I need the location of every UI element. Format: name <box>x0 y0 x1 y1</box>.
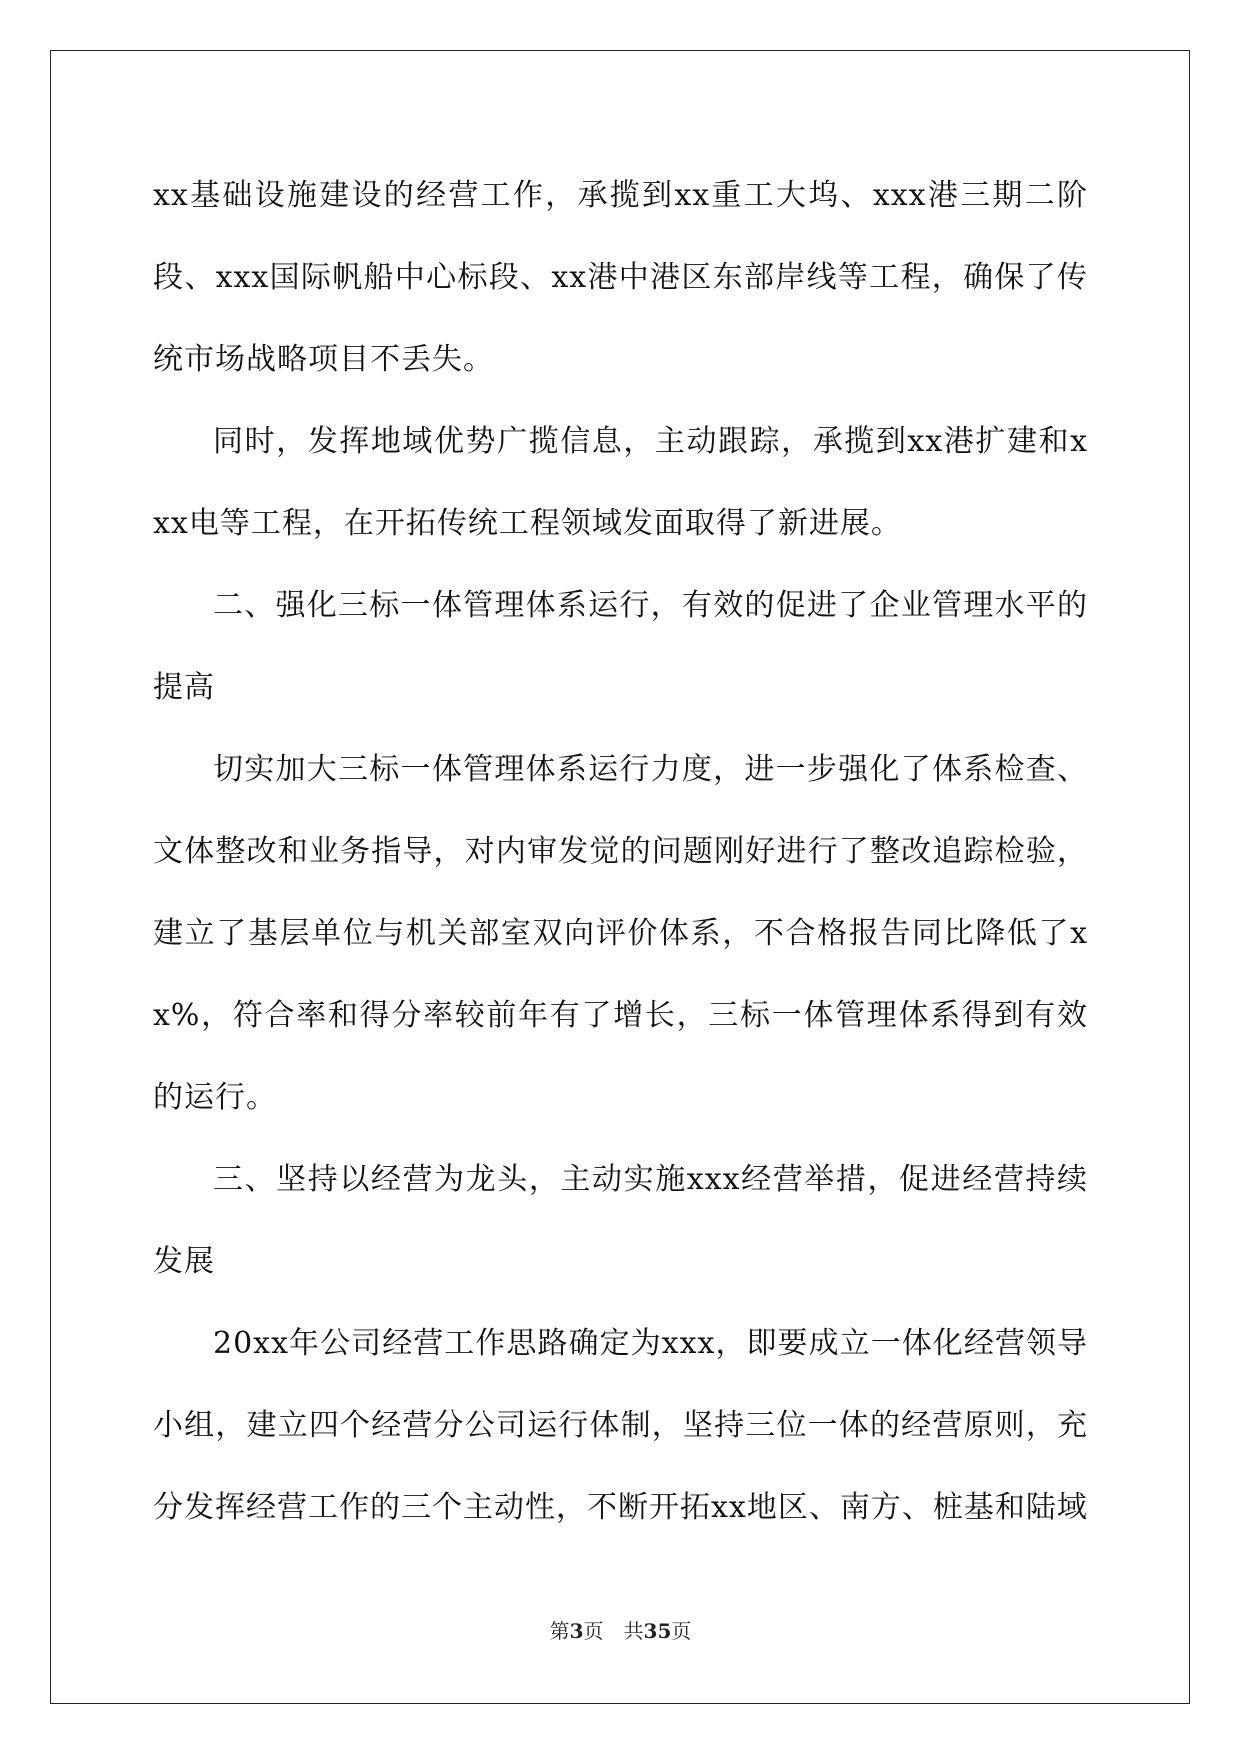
footer-mid: 页 共 <box>583 1619 644 1643</box>
footer-suffix: 页 <box>671 1619 692 1643</box>
paragraph-4: 20xx年公司经营工作思路确定为xxx，即要成立一体化经营领导小组，建立四个经营分公司运行体制，坚持三位一体的经营原则，充分发挥经营工作的三个主动性，不断开拓xx地区、南方、桩基和陆域 <box>153 1326 1088 1525</box>
document-body <box>153 155 1088 1549</box>
section-heading-2: 二、强化三标一体管理体系运行，有效的促进了企业管理水平的提高 <box>153 588 1088 705</box>
total-page-number: 35 <box>643 1619 672 1643</box>
page-footer <box>0 1615 1241 1644</box>
footer-prefix: 第 <box>549 1619 570 1643</box>
section-heading-3: 三、坚持以经营为龙头，主动实施xxx经营举措，促进经营持续发展 <box>153 1162 1088 1279</box>
paragraph-1: xx基础设施建设的经营工作，承揽到xx重工大坞、xxx港三期二阶段、xxx国际帆船中心标段、xx港中港区东部岸线等工程，确保了传统市场战略项目不丢失。 <box>153 178 1088 377</box>
current-page-number: 3 <box>569 1619 584 1643</box>
paragraph-2: 同时，发挥地域优势广揽信息，主动跟踪，承揽到xx港扩建和xxx电等工程，在开拓传统工程领域发面取得了新进展。 <box>153 424 1088 541</box>
paragraph-3: 切实加大三标一体管理体系运行力度，进一步强化了体系检查、文体整改和业务指导，对内审发觉的问题刚好进行了整改追踪检验，建立了基层单位与机关部室双向评价体系，不合格报告同比降低了xx%，符合率和得分率较前年有了增长，三标一体管理体系得到有效的运行。 <box>153 752 1088 1115</box>
